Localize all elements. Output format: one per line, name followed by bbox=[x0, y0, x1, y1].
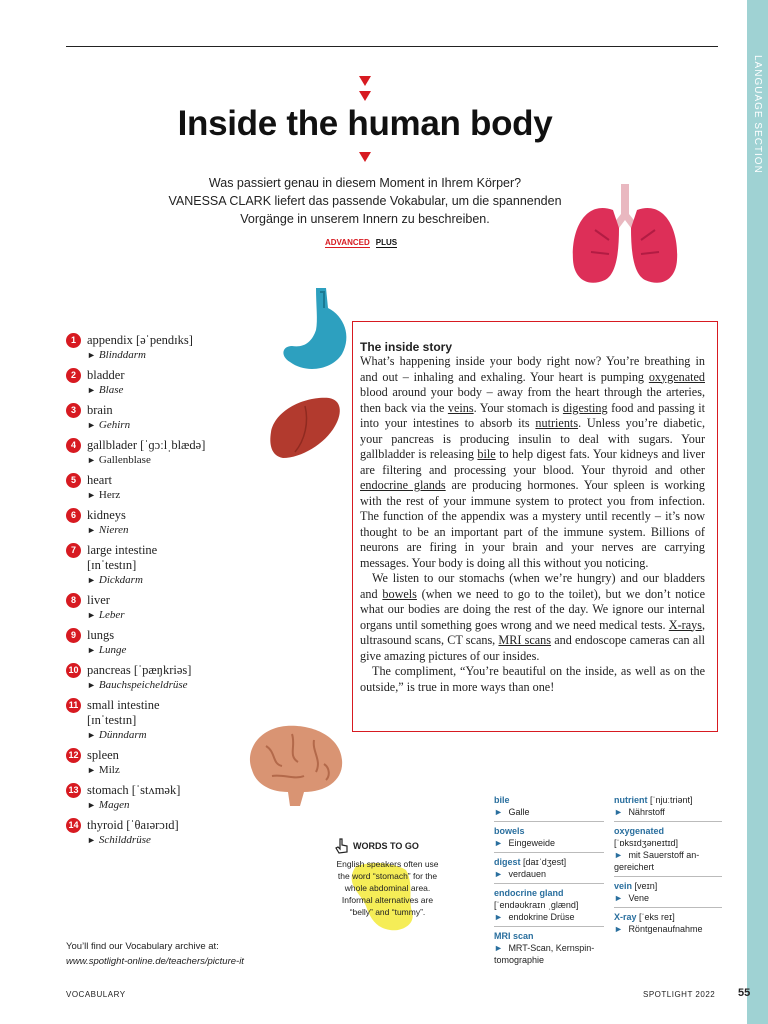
triangle-icon bbox=[359, 76, 371, 86]
vocab-term: bladder bbox=[87, 368, 125, 382]
glossary-term: X-ray bbox=[614, 912, 637, 922]
arrow-icon: ► bbox=[614, 924, 623, 934]
vocab-number: 14 bbox=[66, 818, 81, 833]
glossary-translation: mit Sauerstoff an- gereichert bbox=[614, 850, 700, 872]
vocabulary-list bbox=[66, 333, 306, 853]
vocab-translation bbox=[87, 833, 306, 848]
arrow-icon: ► bbox=[87, 385, 96, 395]
arrow-icon: ► bbox=[87, 680, 96, 690]
vocab-number: 3 bbox=[66, 403, 81, 418]
glossary-term: bile bbox=[494, 795, 510, 805]
vocab-item bbox=[66, 403, 306, 433]
translation-text: Schilddrüse bbox=[98, 834, 151, 846]
vocab-term: appendix [əˈpendɪks] bbox=[87, 333, 193, 347]
arrow-icon: ► bbox=[87, 835, 96, 845]
intro-line: Was passiert genau in diesem Moment in Ihrem Körper? bbox=[208, 176, 522, 190]
translation-text: Dickdarm bbox=[98, 574, 143, 586]
vocab-term: large intestine [ɪnˈtestɪn] bbox=[87, 543, 158, 572]
vocab-item bbox=[66, 593, 306, 623]
arrow-icon: ► bbox=[494, 943, 503, 953]
glossary-divider bbox=[614, 907, 722, 908]
vocab-term: small intestine [ɪnˈtestɪn] bbox=[87, 698, 160, 727]
pointing-hand-icon bbox=[335, 838, 349, 854]
vocab-item bbox=[66, 698, 306, 743]
intro-line: VANESSA CLARK liefert das passende Vokabular, um die spannenden bbox=[168, 194, 562, 208]
translation-text: Dünndarm bbox=[98, 729, 147, 741]
arrow-icon: ► bbox=[614, 893, 623, 903]
arrow-icon: ► bbox=[87, 350, 96, 360]
vocab-translation bbox=[87, 418, 306, 433]
glossary-translation: Röntgenaufnahme bbox=[628, 924, 703, 934]
vocab-translation bbox=[87, 523, 306, 538]
triangle-icon bbox=[359, 91, 371, 101]
glossary-entry bbox=[494, 794, 604, 822]
vocab-number: 11 bbox=[66, 698, 81, 713]
vocab-term: heart bbox=[87, 473, 112, 487]
translation-text: Magen bbox=[98, 799, 130, 811]
vocab-number: 8 bbox=[66, 593, 81, 608]
glossary-entry bbox=[614, 825, 722, 877]
vocab-translation bbox=[87, 678, 306, 693]
glossary-pron: [daɪˈdʒest] bbox=[520, 857, 567, 867]
story-paragraph: The compliment, “You’re beautiful on the inside, as well as on the outside,” is true in more ways than one! bbox=[360, 664, 705, 694]
triangle-icon bbox=[359, 152, 371, 162]
arrow-icon: ► bbox=[87, 575, 96, 585]
glossary-pron: [veɪn] bbox=[632, 881, 658, 891]
glossary-divider bbox=[494, 883, 604, 884]
glossary-entry bbox=[494, 825, 604, 853]
story-paragraph: We listen to our stomachs (when we’re hungry) and our bladders and bowels (when we need to go to the toilet), but we don’t notice what our bodies are doing the rest of the day. We ignore our internal organs until something goes wrong and we need medical tests. X-rays, ultrasound scans, CT scans, MRI scans and endoscope cameras can all give amazing pictures of our insides. bbox=[360, 571, 705, 663]
vocab-translation bbox=[87, 608, 306, 623]
intro-line: Vorgänge in unserem Innern zu beschreiben. bbox=[240, 212, 490, 226]
glossary-left bbox=[494, 794, 604, 966]
vocab-item bbox=[66, 508, 306, 538]
section-label: LANGUAGE SECTION bbox=[752, 55, 763, 174]
glossary-pron: [ˈnjuːtriənt] bbox=[647, 795, 693, 805]
vocab-item bbox=[66, 333, 306, 363]
words-to-go-title: WORDS TO GO bbox=[353, 841, 419, 851]
page-title: Inside the human body bbox=[177, 104, 553, 143]
arrow-icon: ► bbox=[87, 420, 96, 430]
archive-text: You’ll find our Vocabulary archive at: bbox=[66, 941, 219, 952]
archive-note bbox=[66, 939, 244, 969]
vocab-number: 6 bbox=[66, 508, 81, 523]
glossary-translation: MRT-Scan, Kernspin- tomographie bbox=[494, 943, 595, 965]
glossary-term: vein bbox=[614, 881, 633, 891]
vocab-number: 13 bbox=[66, 783, 81, 798]
vocab-term: thyroid [ˈθaɪərɔɪd] bbox=[87, 818, 179, 832]
words-to-go-text: English speakers often use the word “stomach” for the whole abdominal area. Informal alternatives are “belly” and “tummy”. bbox=[336, 859, 439, 917]
vocab-number: 4 bbox=[66, 438, 81, 453]
footer-section: VOCABULARY bbox=[66, 990, 126, 999]
arrow-icon: ► bbox=[87, 800, 96, 810]
vocab-number: 7 bbox=[66, 543, 81, 558]
arrow-icon: ► bbox=[494, 912, 503, 922]
vocab-number: 9 bbox=[66, 628, 81, 643]
translation-text: Nieren bbox=[98, 524, 129, 536]
arrow-icon: ► bbox=[87, 525, 96, 535]
vocab-item bbox=[66, 663, 306, 693]
vocab-term: gallblader [ˈɡɔːlˌblædə] bbox=[87, 438, 206, 452]
glossary-translation: Nährstoff bbox=[628, 807, 665, 817]
vocab-item bbox=[66, 818, 306, 848]
arrow-icon: ► bbox=[494, 869, 503, 879]
level-badges bbox=[325, 238, 397, 247]
footer-issue: SPOTLIGHT 2022 bbox=[643, 990, 716, 999]
translation-text: Blinddarm bbox=[98, 349, 146, 361]
vocab-item bbox=[66, 368, 306, 398]
vocab-number: 12 bbox=[66, 748, 81, 763]
vocab-term: spleen bbox=[87, 748, 119, 762]
translation-text: Herz bbox=[98, 489, 121, 501]
glossary-term: bowels bbox=[494, 826, 525, 836]
glossary-divider bbox=[494, 852, 604, 853]
glossary-translation: Eingeweide bbox=[508, 838, 555, 848]
vocab-translation bbox=[87, 348, 306, 363]
translation-text: Gallenblase bbox=[98, 454, 151, 466]
vocab-term: lungs bbox=[87, 628, 115, 642]
glossary-translation: Vene bbox=[628, 893, 649, 903]
arrow-icon: ► bbox=[494, 838, 503, 848]
glossary-term: digest bbox=[494, 857, 521, 867]
archive-link[interactable]: www.spotlight-online.de/teachers/picture-it bbox=[66, 956, 244, 967]
vocab-number: 1 bbox=[66, 333, 81, 348]
vocab-number: 5 bbox=[66, 473, 81, 488]
words-to-go-box bbox=[335, 838, 440, 918]
vocab-term: pancreas [ˈpæŋkriəs] bbox=[87, 663, 192, 677]
vocab-item bbox=[66, 473, 306, 503]
glossary-entry bbox=[614, 880, 722, 908]
glossary-translation: endokrine Drüse bbox=[508, 912, 575, 922]
vocab-item bbox=[66, 543, 306, 588]
level-badge: ADVANCED bbox=[325, 238, 370, 247]
glossary-divider bbox=[614, 876, 722, 877]
arrow-icon: ► bbox=[87, 490, 96, 500]
vocab-translation bbox=[87, 488, 306, 503]
intro-text bbox=[140, 174, 590, 228]
glossary-entry bbox=[494, 887, 604, 927]
arrow-icon: ► bbox=[87, 730, 96, 740]
vocab-term: stomach [ˈstʌmək] bbox=[87, 783, 181, 797]
vocab-translation bbox=[87, 383, 306, 398]
translation-text: Milz bbox=[98, 764, 120, 776]
arrow-icon: ► bbox=[87, 645, 96, 655]
translation-text: Blase bbox=[98, 384, 124, 396]
vocab-translation bbox=[87, 573, 306, 588]
vocab-translation bbox=[87, 798, 306, 813]
glossary-right bbox=[614, 794, 722, 935]
glossary-entry bbox=[614, 794, 722, 822]
vocab-translation bbox=[87, 453, 306, 468]
translation-text: Leber bbox=[98, 609, 125, 621]
arrow-icon: ► bbox=[614, 807, 623, 817]
glossary-entry bbox=[614, 911, 722, 935]
story-box bbox=[352, 321, 718, 732]
vocab-translation bbox=[87, 643, 306, 658]
glossary-term: oxygenated bbox=[614, 826, 665, 836]
glossary-translation: Galle bbox=[508, 807, 530, 817]
top-rule bbox=[66, 46, 718, 47]
glossary-divider bbox=[614, 821, 722, 822]
translation-text: Lunge bbox=[98, 644, 127, 656]
vocab-item bbox=[66, 438, 306, 468]
page-number: 55 bbox=[738, 987, 751, 999]
glossary-entry bbox=[494, 856, 604, 884]
vocab-term: liver bbox=[87, 593, 110, 607]
glossary-divider bbox=[494, 926, 604, 927]
glossary-term: nutrient bbox=[614, 795, 648, 805]
vocab-term: brain bbox=[87, 403, 113, 417]
arrow-icon: ► bbox=[87, 455, 96, 465]
arrow-icon: ► bbox=[494, 807, 503, 817]
glossary-divider bbox=[494, 821, 604, 822]
translation-text: Bauchspeicheldrüse bbox=[98, 679, 188, 691]
story-title: The inside story bbox=[360, 340, 453, 354]
glossary-term: endocrine gland bbox=[494, 888, 564, 898]
vocab-number: 10 bbox=[66, 663, 81, 678]
vocab-translation bbox=[87, 763, 306, 778]
glossary-translation: verdauen bbox=[508, 869, 546, 879]
plus-badge: PLUS bbox=[375, 238, 398, 247]
vocab-item bbox=[66, 748, 306, 778]
translation-text: Gehirn bbox=[98, 419, 131, 431]
arrow-icon: ► bbox=[87, 610, 96, 620]
vocab-translation bbox=[87, 728, 306, 743]
vocab-number: 2 bbox=[66, 368, 81, 383]
story-paragraph: What’s happening inside your body right now? You’re breathing in and out – inhaling and exhaling. Your heart is pumping oxygenated blood around your body – away from the heart through the arteries, then back via the veins. Your stomach is digesting food and passing it into your intestines to absorb its nutrients. Unless you’re diabetic, your pancreas is producing insulin to deal with sugars. Your gallbladder is releasing bile to help digest fats. Your kidneys and liver are filtering and processing your blood. Your thyroid and other endocrine glands are producing hormones. Your spleen is working with the rest of your immune system to protect you from infection. The function of the appendix was a mystery until recently – it’s now thought to be an important part of the immune system. Billions of neurons are firing in your brain and your nerves are carrying messages. Your body is doing all this without you noticing. bbox=[360, 354, 706, 570]
vocab-term: kidneys bbox=[87, 508, 126, 522]
glossary-pron: [ˈeks reɪ] bbox=[636, 912, 675, 922]
arrow-icon: ► bbox=[87, 765, 96, 775]
glossary-pron: [ˈɒksɪdʒəneɪtɪd] bbox=[614, 838, 679, 848]
glossary-entry bbox=[494, 930, 604, 966]
glossary-term: MRI scan bbox=[494, 931, 534, 941]
glossary-pron: [ˈendəʊkraɪn ˌɡlænd] bbox=[494, 900, 579, 910]
vocab-item bbox=[66, 628, 306, 658]
arrow-icon: ► bbox=[614, 850, 623, 860]
vocab-item bbox=[66, 783, 306, 813]
lungs-illustration bbox=[565, 180, 685, 292]
